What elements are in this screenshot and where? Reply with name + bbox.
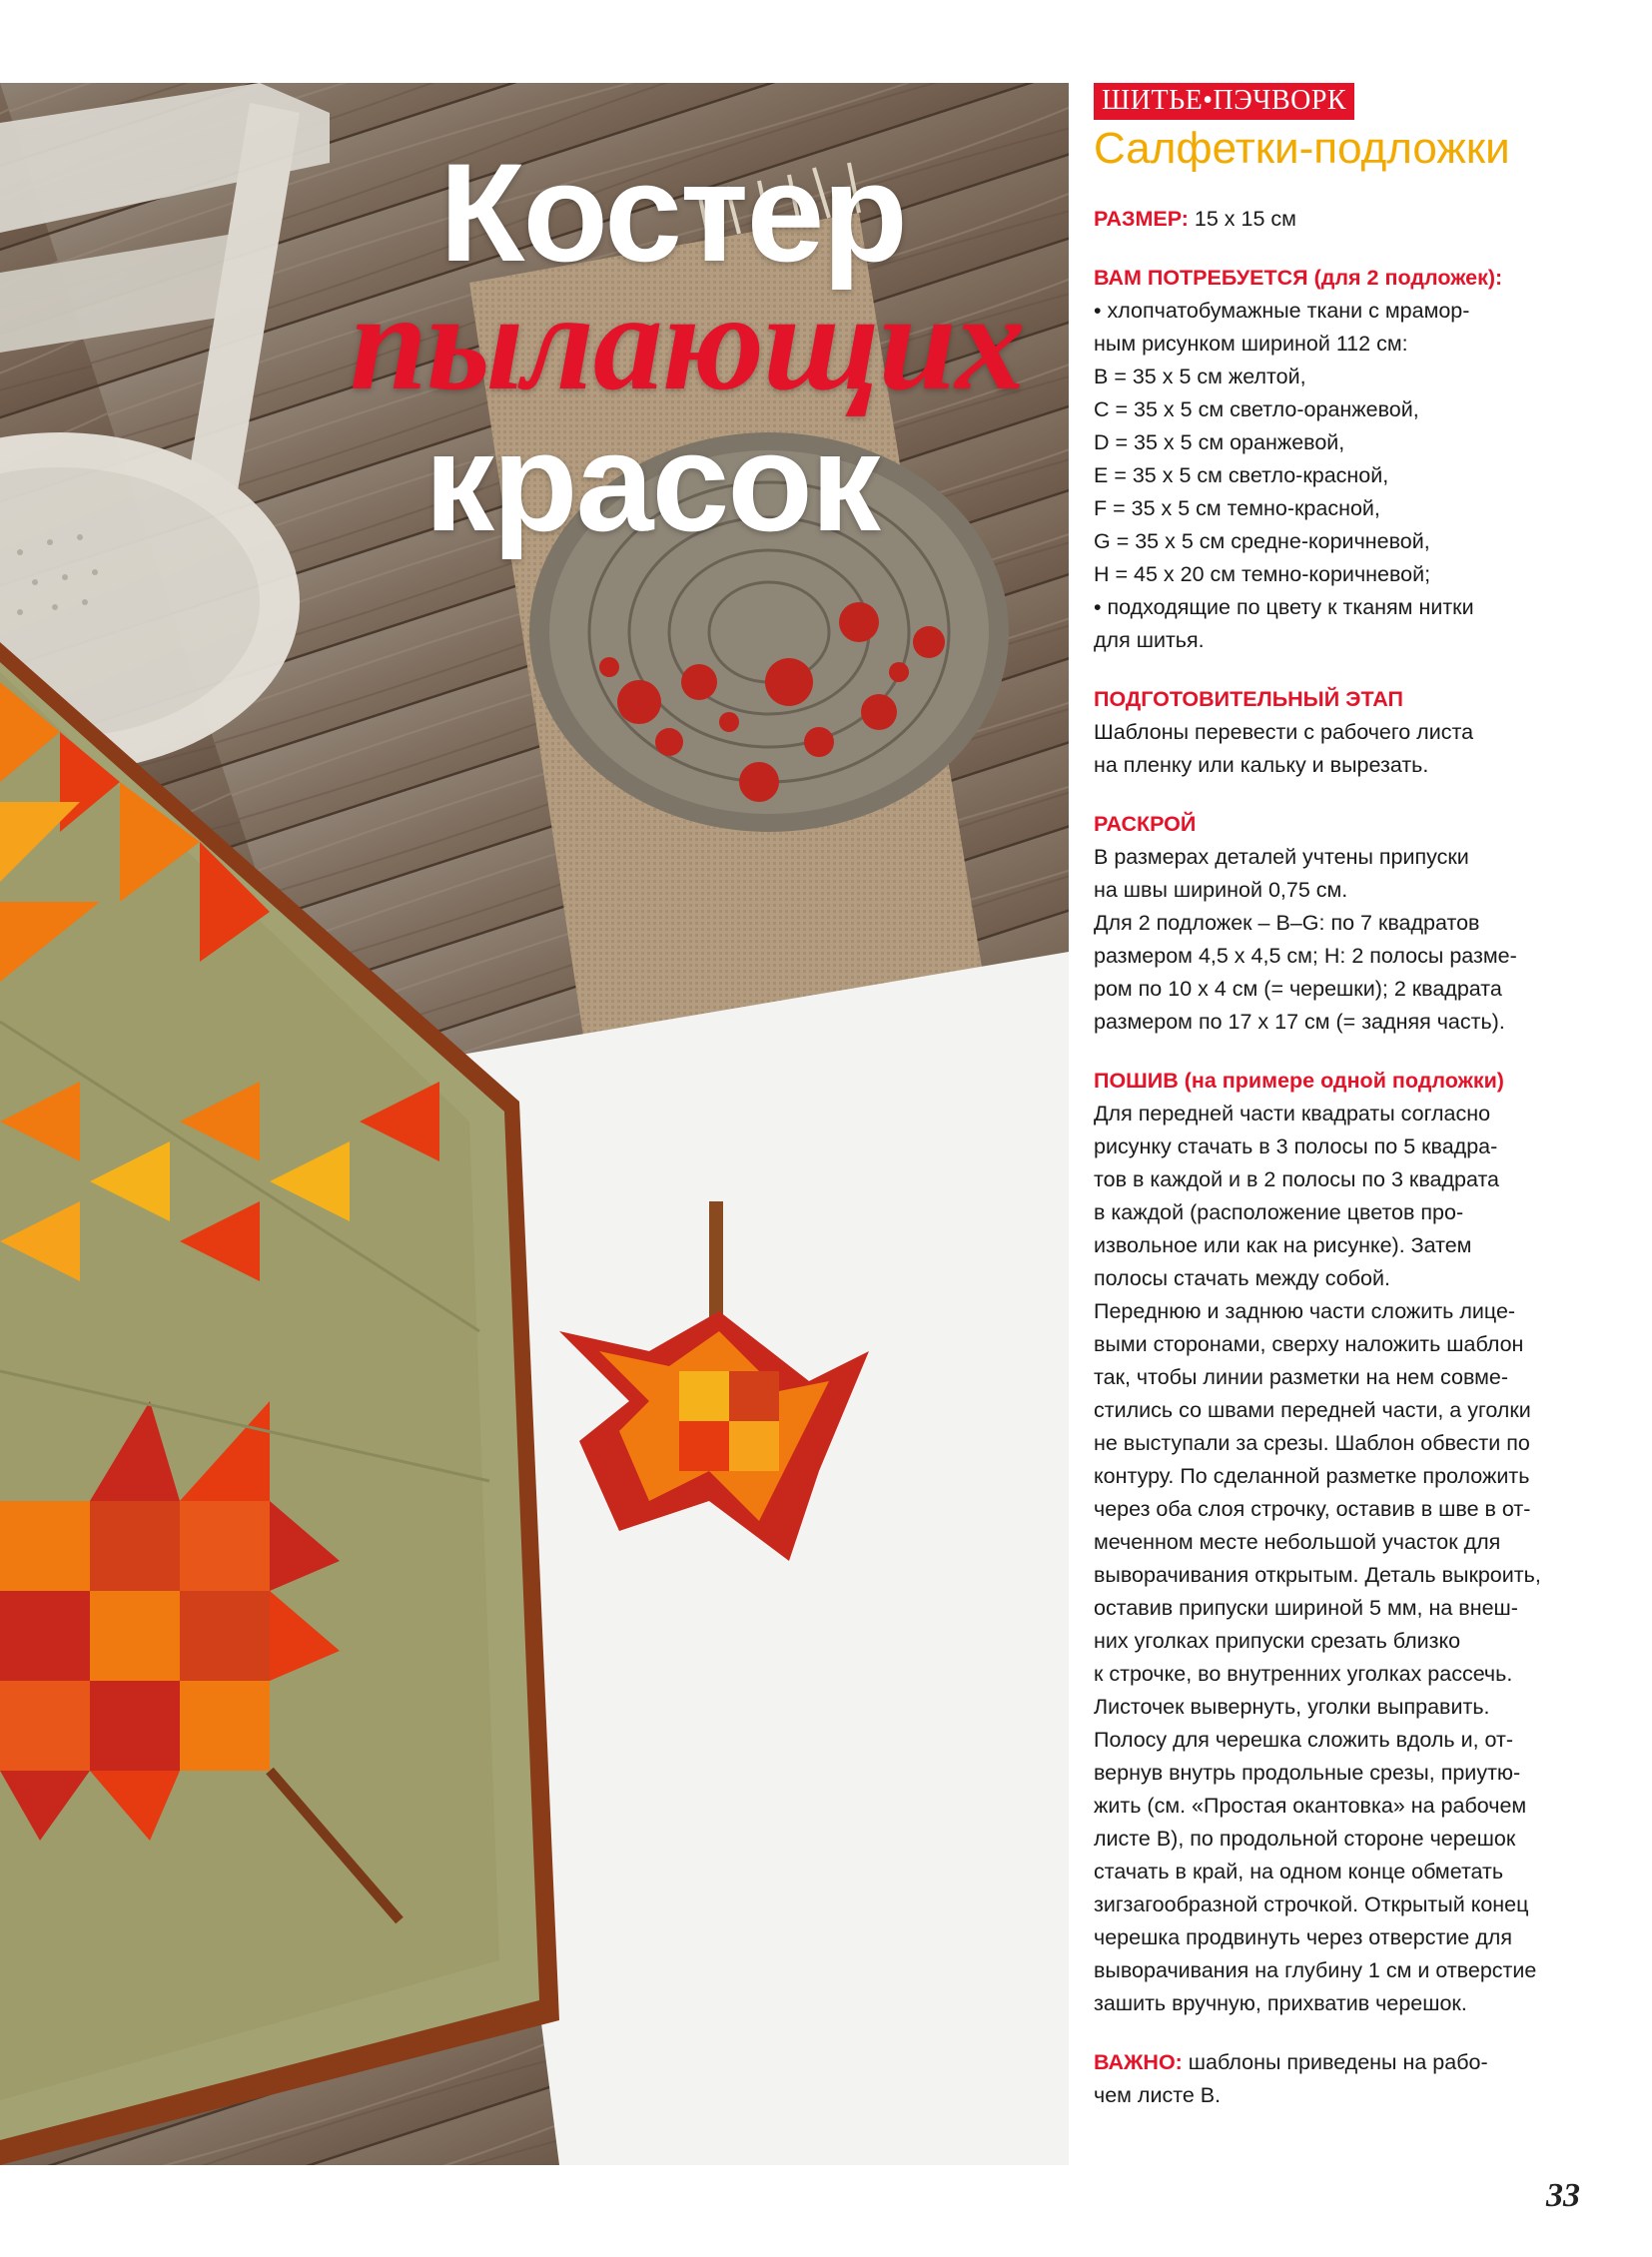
- sew-line: зашить вручную, прихватив черешок.: [1094, 1990, 1467, 2015]
- subtitle: Салфетки-подложки: [1094, 124, 1510, 173]
- size-line: [1094, 203, 1623, 236]
- size-label: РАЗМЕР:: [1094, 206, 1189, 231]
- materials-line: • хлопчатобумажные ткани с мрамор-: [1094, 298, 1470, 323]
- materials-line: G = 35 х 5 см средне-коричневой,: [1094, 528, 1430, 553]
- sew-line: стились со швами передней части, а уголки: [1094, 1397, 1531, 1422]
- sew-heading: ПОШИВ (на примере одной подложки): [1094, 1068, 1504, 1093]
- materials-line: E = 35 х 5 см светло-красной,: [1094, 462, 1389, 487]
- sew-line: в каждой (расположение цветов про-: [1094, 1199, 1464, 1224]
- important-text: шаблоны приведены на рабо-: [1182, 2049, 1488, 2074]
- important-section: [1094, 2046, 1623, 2112]
- sew-line: зигзагообразной строчкой. Открытый конец: [1094, 1891, 1529, 1916]
- cut-line: Для 2 подложек – B–G: по 7 квадратов: [1094, 910, 1480, 935]
- sew-line: вернув внутрь продольные срезы, приутю-: [1094, 1760, 1521, 1785]
- materials-line: для шитья.: [1094, 627, 1205, 652]
- wicker-basket: [529, 432, 1009, 832]
- sew-line: контуру. По сделанной разметке проложить: [1094, 1463, 1530, 1488]
- instructions-column: [1094, 83, 1623, 2112]
- sew-line: к строчке, во внутренних уголках рассечь.: [1094, 1661, 1513, 1686]
- cut-section: [1094, 808, 1623, 1039]
- sew-line: оставив припуски шириной 5 мм, на внеш-: [1094, 1595, 1518, 1620]
- sew-line: листе B), по продольной стороне черешок: [1094, 1826, 1516, 1851]
- important-label: ВАЖНО:: [1094, 2049, 1183, 2074]
- sew-line: не выступали за срезы. Шаблон обвести по: [1094, 1430, 1530, 1455]
- materials-line: • подходящие по цвету к тканям нитки: [1094, 594, 1474, 619]
- cut-heading: РАСКРОЙ: [1094, 811, 1197, 836]
- sew-line: тов в каждой и в 2 полосы по 3 квадрата: [1094, 1166, 1500, 1191]
- materials-line: H = 45 х 20 см темно-коричневой;: [1094, 561, 1431, 586]
- sew-section: [1094, 1065, 1623, 2020]
- sew-line: стачать в край, на одном конце обметать: [1094, 1859, 1504, 1883]
- prep-section: [1094, 683, 1623, 782]
- sew-line: полосы стачать между собой.: [1094, 1265, 1390, 1290]
- cut-line: В размерах деталей учтены припуски: [1094, 844, 1469, 869]
- cut-line: ром по 10 х 4 см (= черешки); 2 квадрата: [1094, 976, 1502, 1001]
- sew-line: рисунку стачать в 3 полосы по 5 квадра-: [1094, 1133, 1498, 1158]
- sew-line: жить (см. «Простая окантовка» на рабочем: [1094, 1793, 1527, 1818]
- headline-line-1: Костер: [439, 134, 906, 291]
- headline-line-2: пылающих: [350, 265, 1025, 419]
- materials-line: B = 35 х 5 см желтой,: [1094, 364, 1306, 388]
- sew-line: черешка продвинуть через отверстие для: [1094, 1924, 1512, 1949]
- sew-line: Для передней части квадраты согласно: [1094, 1101, 1491, 1126]
- materials-line: F = 35 х 5 см темно-красной,: [1094, 495, 1380, 520]
- prep-line: Шаблоны перевести с рабочего листа: [1094, 719, 1474, 744]
- page-number: 33: [1546, 2177, 1580, 2214]
- sew-line: них уголках припуски срезать близко: [1094, 1628, 1461, 1653]
- sew-line: так, чтобы линии разметки на нем совме-: [1094, 1364, 1509, 1389]
- prep-line: на пленку или кальку и вырезать.: [1094, 752, 1429, 777]
- materials-line: C = 35 х 5 см светло-оранжевой,: [1094, 396, 1419, 421]
- sew-line: выворачивания на глубину 1 см и отверстие: [1094, 1957, 1537, 1982]
- important-line: чем листе B.: [1094, 2082, 1222, 2107]
- important-line: [1094, 2046, 1623, 2079]
- sew-line: Полосу для черешка сложить вдоль и, от-: [1094, 1727, 1514, 1752]
- materials-line: ным рисунком шириной 112 см:: [1094, 331, 1408, 356]
- materials-heading: ВАМ ПОТРЕБУЕТСЯ (для 2 подложек):: [1094, 265, 1503, 290]
- sew-line: через оба слоя строчку, оставив в шве в от-: [1094, 1496, 1531, 1521]
- sew-line: Листочек вывернуть, уголки выправить.: [1094, 1694, 1490, 1719]
- materials-line: D = 35 х 5 см оранжевой,: [1094, 429, 1345, 454]
- cut-line: размером по 17 х 17 см (= задняя часть).: [1094, 1009, 1505, 1034]
- prep-heading: ПОДГОТОВИТЕЛЬНЫЙ ЭТАП: [1094, 686, 1403, 711]
- rubric-badge: ШИТЬЕ•ПЭЧВОРК: [1094, 83, 1354, 120]
- headline-line-3: красок: [424, 403, 879, 560]
- cut-line: на швы шириной 0,75 см.: [1094, 877, 1348, 902]
- sew-line: выми сторонами, сверху наложить шаблон: [1094, 1331, 1524, 1356]
- cover-photo: [0, 83, 1069, 2165]
- sew-line: извольное или как на рисунке). Затем: [1094, 1232, 1472, 1257]
- sew-line: выворачивания открытым. Деталь выкроить,: [1094, 1562, 1541, 1587]
- materials-section: [1094, 262, 1623, 657]
- cut-line: размером 4,5 х 4,5 см; H: 2 полосы разме-: [1094, 943, 1517, 968]
- sew-line: меченном месте небольшой участок для: [1094, 1529, 1501, 1554]
- size-value: 15 х 15 см: [1194, 206, 1296, 231]
- sew-line: Переднюю и заднюю части сложить лице-: [1094, 1298, 1516, 1323]
